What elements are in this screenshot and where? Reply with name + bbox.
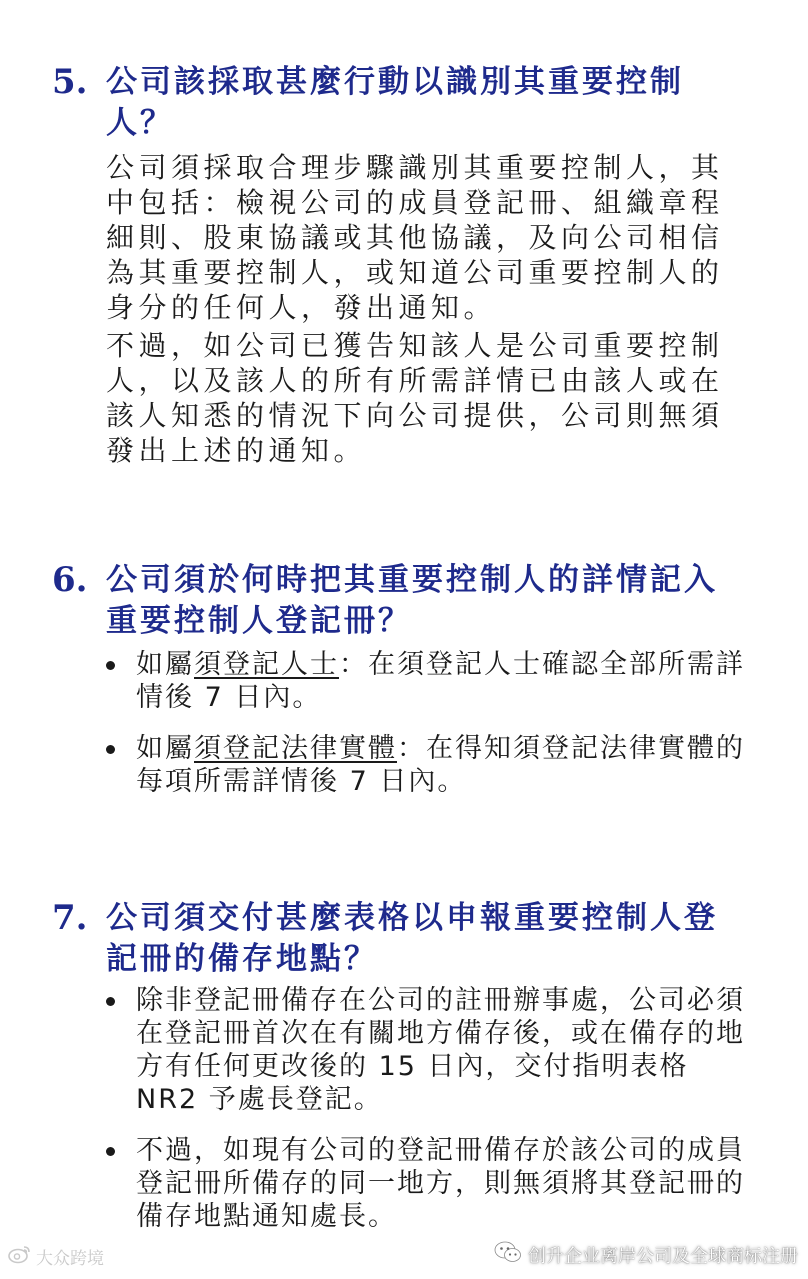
watermark-right-text: 创升企业离岸公司及全球商标注册 — [528, 1245, 798, 1267]
weibo-icon — [8, 1244, 32, 1269]
question-7-title: 公司須交付甚麼表格以申報重要控制人登記冊的備存地點？ — [106, 900, 718, 977]
question-5-title: 公司該採取甚麼行動以識別其重要控制人？ — [106, 64, 684, 141]
watermark-left-text: 大众跨境 — [36, 1249, 104, 1269]
question-6-number: 6. — [52, 560, 88, 600]
bullet-text: ：在須登記人士確認全部所需詳情後 7 日內。 — [136, 649, 745, 713]
list-item — [106, 732, 746, 798]
bullet-icon — [106, 997, 115, 1006]
bullet-prefix: 如屬 — [136, 649, 194, 680]
question-6-bullet-list — [106, 648, 746, 798]
watermark-right — [494, 1240, 798, 1269]
question-5-number: 5. — [52, 62, 88, 102]
bullet-icon — [106, 1147, 115, 1156]
question-5-paragraph-2: 不過，如公司已獲告知該人是公司重要控制人，以及該人的所有所需詳情已由該人或在該人知悉的情況下向公司提供，公司則無須發出上述的通知。 — [106, 329, 724, 467]
bullet-icon — [106, 745, 115, 754]
list-item — [106, 1134, 746, 1233]
question-6-title: 公司須於何時把其重要控制人的詳情記入重要控制人登記冊？ — [106, 562, 718, 639]
wechat-icon — [494, 1240, 522, 1269]
bullet-icon — [106, 661, 115, 670]
question-5-paragraph-1: 公司須採取合理步驟識別其重要控制人，其中包括：檢視公司的成員登記冊、組織章程細則、股東協議或其他協議，及向公司相信為其重要控制人，或知道公司重要控制人的身分的任何人，發出通知。 — [106, 151, 724, 324]
underlined-term: 須登記人士 — [194, 649, 339, 680]
bullet-text: 除非登記冊備存在公司的註冊辦事處，公司必須在登記冊首次在有關地方備存後，或在備存的地方有任何更改後的 15 日內，交付指明表格 NR2 予處長登記。 — [136, 985, 745, 1115]
underlined-term: 須登記法律實體 — [194, 733, 397, 764]
bullet-text: 不過，如現有公司的登記冊備存於該公司的成員登記冊所備存的同一地方，則無須將其登記冊的備存地點通知處長。 — [136, 1135, 745, 1232]
bullet-prefix: 如屬 — [136, 733, 194, 764]
question-7-number: 7. — [52, 898, 88, 938]
list-item — [106, 984, 746, 1116]
bullet-text: ：在得知須登記法律實體的每項所需詳情後 7 日內。 — [136, 733, 745, 797]
list-item — [106, 648, 746, 714]
question-7-bullet-list — [106, 984, 746, 1233]
watermark-left — [8, 1244, 104, 1269]
